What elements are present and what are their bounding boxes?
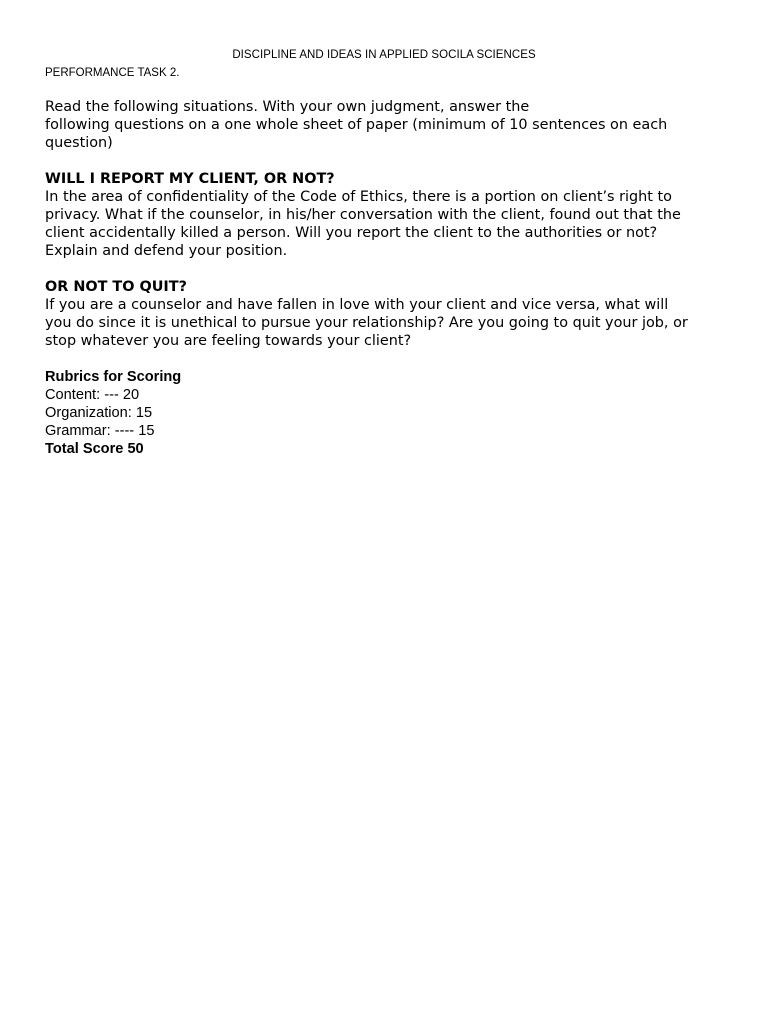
- section-heading: WILL I REPORT MY CLIENT, OR NOT?: [45, 171, 335, 187]
- section-heading: OR NOT TO QUIT?: [45, 279, 187, 295]
- section-paragraph: [45, 188, 745, 260]
- paragraph-line: client accidentally killed a person. Will you report the client to the authorities or not?: [45, 225, 658, 241]
- paragraph-line: In the area of confidentiality of the Code of Ethics, there is a portion on client’s right to: [45, 189, 672, 205]
- paragraph-line: If you are a counselor and have fallen in love with your client and vice versa, what will: [45, 297, 669, 313]
- rubrics-heading: Rubrics for Scoring: [45, 369, 182, 385]
- task-label: PERFORMANCE TASK 2.: [45, 67, 180, 79]
- paragraph-line: you do since it is unethical to pursue your relationship? Are you going to quit your job, or: [45, 315, 688, 331]
- paragraph-line: stop whatever you are feeling towards your client?: [45, 333, 412, 349]
- paragraph-line: Explain and defend your position.: [45, 243, 288, 259]
- situation-section-quit: [45, 278, 745, 350]
- rubrics-block: [45, 368, 445, 458]
- instructions-line: question): [45, 135, 113, 151]
- instructions-paragraph: [45, 98, 745, 152]
- situation-section-report: [45, 170, 745, 260]
- document-title: DISCIPLINE AND IDEAS IN APPLIED SOCILA SCIENCES: [232, 49, 536, 61]
- paragraph-line: privacy. What if the counselor, in his/her conversation with the client, found out that the: [45, 207, 681, 223]
- rubric-item-content: Content: --- 20: [45, 387, 140, 403]
- rubric-item-organization: Organization: 15: [45, 405, 153, 421]
- instructions-line: Read the following situations. With your own judgment, answer the: [45, 99, 530, 115]
- section-paragraph: [45, 296, 745, 350]
- instructions-line: following questions on a one whole sheet of paper (minimum of 10 sentences on each: [45, 117, 668, 133]
- rubric-item-grammar: Grammar: ---- 15: [45, 423, 155, 439]
- rubric-total-score: Total Score 50: [45, 441, 144, 457]
